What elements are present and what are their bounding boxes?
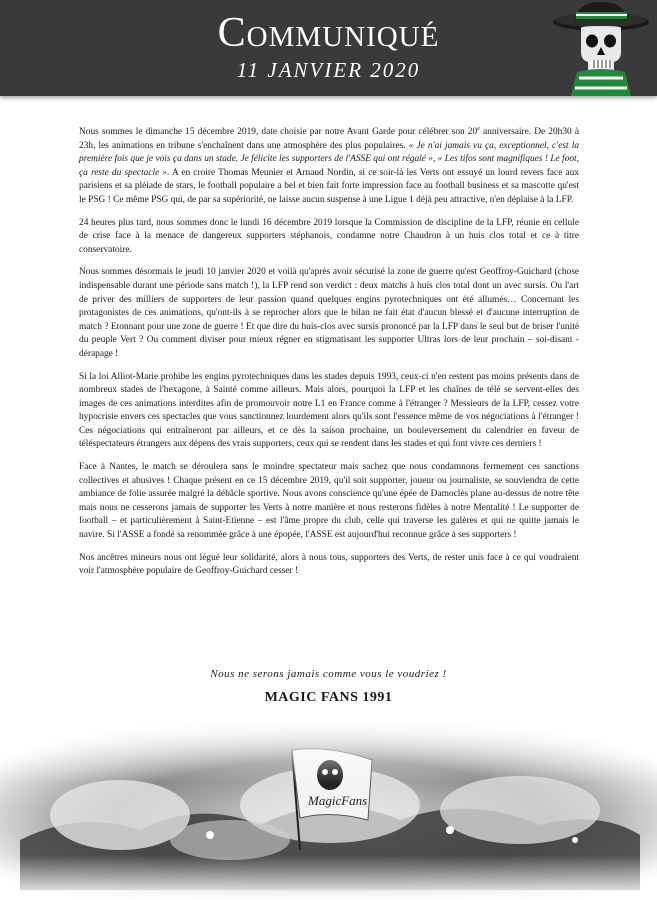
paragraph-3: Nous sommes désormais le jeudi 10 janvier 2020 et voilà qu'après avoir sécurisé la zone de guerre qu'est Geoffroy-Guichard (chose indispensable durant une période sans match !), la LFP rend son verdict : deux matchs à huis clos total dont un avec sursis. Ou l'art de priver des milliers de supporters de leur passion quand quelques engins pyrotechniques ont été allumés… Concernant les protagonistes de ces animations, qu'ont-ils à se reprocher alors que le bilan ne fait état d'aucun blessé et d'aucune interruption de match ? Etonnant pour une zone de guerre ! Et que dire du huis-clos avec sursis prononcé par la LFP dans le seul but de briser l'unité du peuple Vert ? Ou comment diviser pour mieux régner en stigmatisant les supporter Ultras lors de leur prochain – soi-disant - dérapage !	[79, 267, 579, 359]
skull-hat-icon	[551, 0, 651, 96]
paragraph-1-text-b: anniversaire. De 20h30 à 23h, les animations en tribune s'enchaînent dans une atmosphère des plus populaires.	[79, 127, 579, 151]
paragraph-1-text-a: Nous sommes le dimanche 15 décembre 2019, date choisie par notre Avant Garde pour célébrer son 20	[79, 127, 478, 137]
page-date: 11 JANVIER 2020	[236, 58, 421, 82]
page-title: Communiqué	[217, 10, 440, 56]
paragraph-5: Face à Nantes, le match se déroulera sans le moindre spectateur mais sachez que nous condamnons fermement ces sanctions collectives et abusives ! Chaque présent en ce 15 décembre 2019, qu'il soit supporter, joueur ou journaliste, se souviendra de cette ambiance de folie assurée malgré la débâcle sportive. Nous avons conscience qu'une épée de Damoclès plane au-dessus de notre tête mais nous ne cesserons jamais de supporter les Verts à notre manière et nous resterons fidèles à notre Mentalité ! Le supporter de football – et particulièrement à Saint-Etienne – est l'âme propre du club, celle qui traverse les galères et qui ne quitte jamais le navire. Si l'ASSE a fondé sa renommée grâce à une épopée, l'ASSE est aujourd'hui reconnue grâce à ses supporters !	[79, 462, 579, 541]
player-quote: « Je n'ai jamais vu ça, exceptionnel, c'est la première fois que je vois ça dans un stade. Je félicite les supporters de l'ASSE qui ont régalé », « Les tifos sont magnifiques ! Le foot, ça reste du spectacle ».	[79, 140, 580, 178]
slogan: Nous ne serons jamais comme vous le voudriez !	[210, 668, 447, 680]
paragraph-6: Nos ancêtres mineurs nous ont légué leur solidarité, alors à nous tous, supporters des Verts, de rester unis face à ce qui voudraient voir l'atmosphère populaire de Geoffroy-Guichard cesser !	[79, 552, 579, 577]
paragraph-4: Si la loi Alliot-Marie prohibe les engins pyrotechniques dans les stades depuis 1993, ceux-ci n'en restent pas moins présents dans de nombreux stades de l'hexagone, à Sainté comme ailleurs. Mais alors, pourquoi la LFP et les chaînes de télé se servent-elles des images de ces animations interdites afin de promouvoir notre L1 en France comme à l'étranger ? Messieurs de la LFP, cessez votre hypocrisie envers ces spectacles que vous sanctionnez lourdement alors qu'ils sont l'essence même de vos négociations à l'étranger ! Ces négociations qui entraîneront par ailleurs, et ce dès la saison prochaine, un bouleversement du calendrier en faveur de téléspectateurs étrangers aux dépens des vrais supporters, ceux qui se rendent dans les stades et qui font vivre ces derniers !	[79, 371, 579, 450]
superscript-e: e	[477, 125, 480, 132]
paragraph-1-text-c: A en croire Thomas Meunier et Arnaud Nordin, si ce soir-là les Verts ont essuyé un lourd revers face aux parisiens et sa pléiade de stars, le football populaire a bel et bien fait forte impression face au football business et sa mascotte qu'est le PSG ! Ce même PSG qui, de par sa supériorité, ne laisse aucun suspense à une Ligue 1 déjà peu attractive, n'en déplaise à la LFP.	[79, 167, 579, 205]
communique-body	[79, 126, 579, 588]
stadium-crowd-smoke-photo	[0, 720, 657, 900]
paragraph-1	[79, 126, 579, 208]
paragraph-2: 24 heures plus tard, nous sommes donc le lundi 16 décembre 2019 lorsque la Commission de discipline de la LFP, réunie en cellule de crise face à la menace de dangereux supporters stéphanois, condamne notre Chaudron à un huis clos total et ce à titre conservatoire.	[79, 217, 579, 255]
signature: MAGIC FANS 1991	[264, 690, 393, 705]
header-band	[0, 0, 657, 96]
